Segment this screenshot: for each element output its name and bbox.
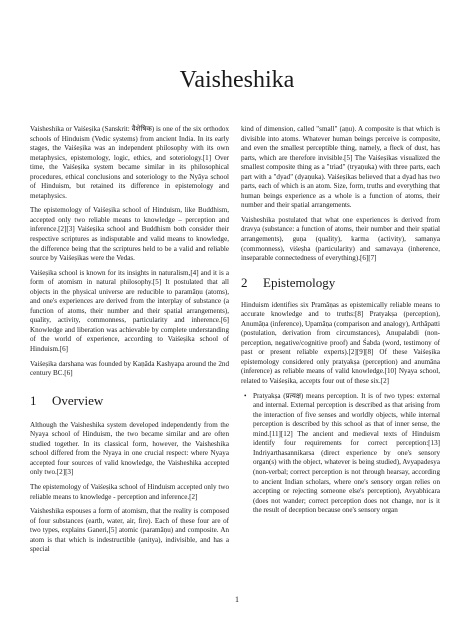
article-title: Vaisheshika	[179, 67, 295, 93]
founder-paragraph: Vaiśeṣika darshana was founded by Kaṇāda Kashyapa around the 2nd century BC.[6]	[30, 359, 229, 378]
epistemology-intro-paragraph: The epistemology of Vaiśeṣika school of Hinduism, like Buddhism, accepted only two reliable means to knowledge – perception and inference.[2][3] Vaiśeṣika school and Buddhism both consider their respective scriptures as indisputable and valid means to knowledge, the difference being that the scriptures held to be a valid and reliable source by Vaiśeṣikas were the Vedas.	[30, 206, 229, 263]
section-heading-epistemology	[241, 275, 440, 291]
section-title: Epistemology	[263, 274, 336, 290]
overview-atomism-paragraph: Vaisheshika espouses a form of atomism, that the reality is composed of four substances (earth, water, air, fire). Each of these four are of two types, explains Ganeri,[5] atomic (paramāṇu) and composite. An atom is that which is indestructible (anitya), indivisible, and has a special	[30, 507, 229, 554]
pramana-list	[241, 392, 440, 516]
section-heading-overview	[30, 393, 229, 409]
overview-paragraph: Although the Vaisheshika system developed independently from the Nyaya school of Hinduism, the two became similar and are often studied together. In its classical form, however, the Vaisheshika school differed from the Nyaya in one crucial respect: where Nyaya accepted four sources of valid knowledge, the Vaisheshika accepted only two.[2][3]	[30, 420, 229, 477]
overview-epistemology-paragraph: The epistemology of Vaiśeṣika school of Hinduism accepted only two reliable means to knowledge - perception and inference.[2]	[30, 482, 229, 501]
substance-paragraph: Vaisheshika postulated that what one experiences is derived from dravya (substance: a function of atoms, their number and their spatial arrangements), guṇa (quality), karma (activity), samanya (commonness), viśeṣha (particularity) and samavaya (inherence, inseparable connectedness of everything).[6][7]	[241, 215, 440, 263]
section-title: Overview	[52, 392, 104, 408]
list-item-pratyaksa: • Pratyakṣa (प्रत्यक्ष) means perception. It is of two types: external and internal. External perception is described as that arising from the interaction of five senses and worldly objects, while internal perception is described by this school as that of inner sense, the mind.[11][12] The ancient and medieval texts of Hinduism identify four requirements for correct perception:[13] Indriyarthasannikarsa (direct experience by one's sensory organ(s) with the object, whatever is being studied), Avyapadesya (non-verbal; correct perception is not through hearsay, according to ancient Indian scholars, where one's sensory organ relies on accepting or rejecting someone else's perception), Avyabhicara (does not wander; correct perception does not change, nor is it the result of deception because one's sensory organ	[253, 392, 440, 516]
section-number: 1	[30, 392, 37, 408]
composite-paragraph: kind of dimension, called "small" (aṇu). A composite is that which is divisible into atoms. Whatever human beings perceive is composite, and even the smallest perceptible thing, namely, a fleck of dust, has parts, which are therefore invisible.[5] The Vaiśeṣikas visualized the smallest composite thing as a "triad" (tryaṇuka) with three parts, each part with a "dyad" (dyaṇuka). Vaiśeṣikas believed that a dyad has two parts, each of which is an atom. Size, form, truths and everything that human beings experience as a whole is a function of atoms, their number and their spatial arrangements.	[241, 125, 440, 210]
left-column	[30, 125, 229, 560]
section-number: 2	[241, 274, 248, 290]
page-number: 1	[235, 595, 239, 604]
right-column	[241, 125, 440, 516]
intro-paragraph: Vaisheshika or Vaiśeṣika (Sanskrit: वैशेषिक) is one of the six orthodox schools of Hinduism (Vedic systems) from ancient India. In its early stages, the Vaiśeṣika was an independent philosophy with its own metaphysics, epistemology, logic, ethics, and soteriology.[1] Over time, the Vaiśeṣika system became similar in its philosophical procedures, ethical conclusions and soteriology to the Nyāya school of Hinduism, but retained its difference in epistemology and metaphysics.	[30, 125, 229, 200]
pramanas-paragraph: Hinduism identifies six Pramāṇas as epistemically reliable means to accurate knowledge and to truths:[8] Pratyakṣa (perception), Anumāṇa (inference), Upamāṇa (comparison and analogy), Arthāpatti (postulation, derivation from circumstances), Anupalabdi (non-perception, negative/cognitive proof) and Śabda (word, testimony of past or present reliable experts).[2][9][8] Of these Vaiśeṣika epistemology considered only pratyakṣa (perception) and anumāna (inference) as reliable means of valid knowledge.[10] Nyaya school, related to Vaiśeṣika, accepts four out of these six.[2]	[241, 300, 440, 386]
atomism-paragraph: Vaiśeṣika school is known for its insights in naturalism,[4] and it is a form of atomism in natural philosophy.[5] It postulated that all objects in the physical universe are reducible to paramāṇu (atoms), and one's experiences are derived from the interplay of substance (a function of atoms, their number and their spatial arrangements), quality, activity, commonness, particularity and inherence.[6] Knowledge and liberation was achievable by complete understanding of the world of experience, according to Vaiśeṣika school of Hinduism.[6]	[30, 268, 229, 354]
